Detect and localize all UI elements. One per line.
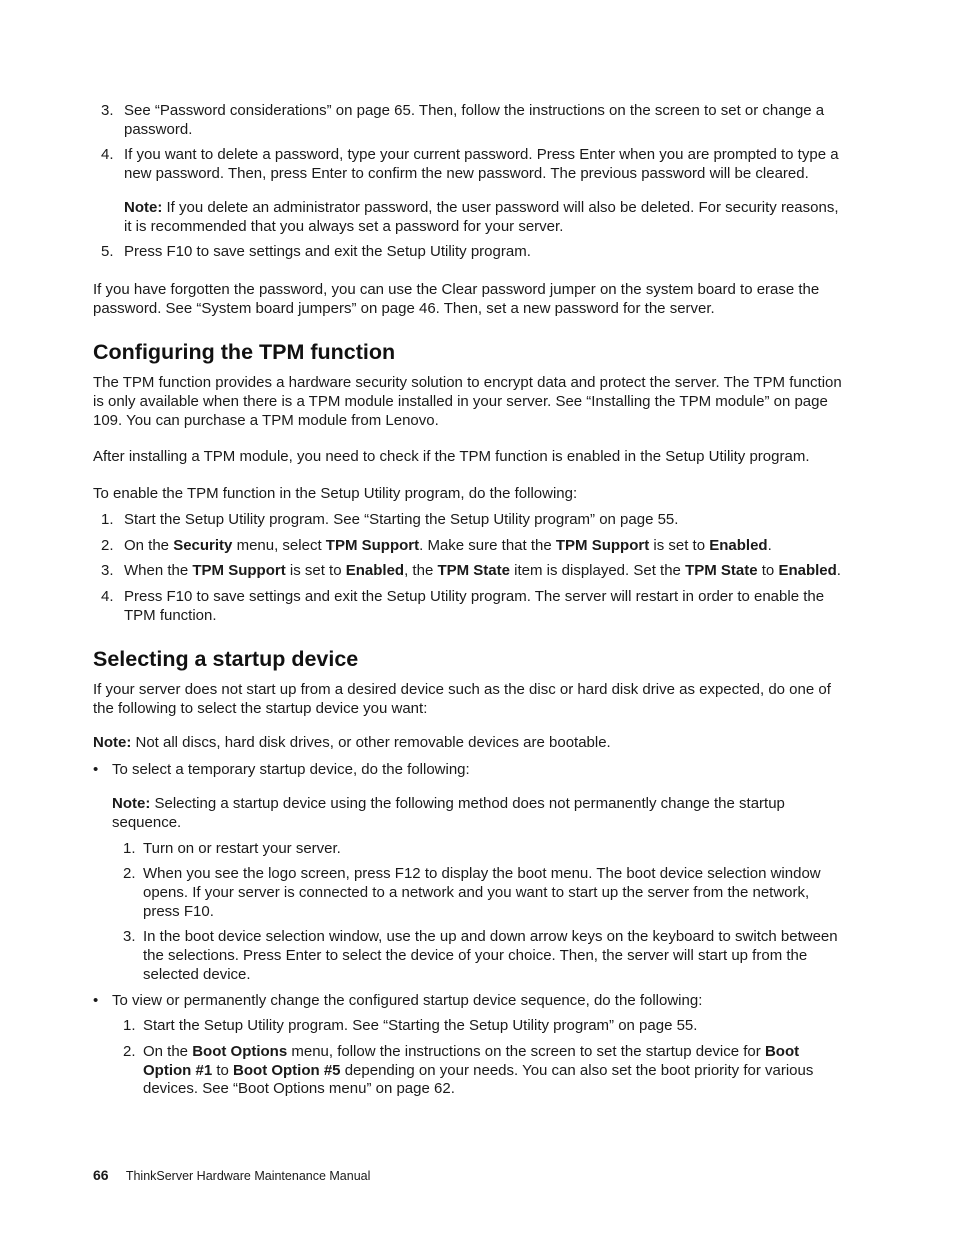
heading-startup-device: Selecting a startup device	[93, 647, 359, 672]
list-item	[93, 102, 848, 139]
tpm-paragraph: After installing a TPM module, you need to check if the TPM function is enabled in the Setup Utility program.	[93, 448, 810, 466]
list-text: In the boot device selection window, use the up and down arrow keys on the keyboard to switch between the selections. Press Enter to select the device of your choice. Then, the server will start up from the selected device.	[143, 928, 838, 983]
note-password	[124, 199, 848, 236]
list-number: 3.	[101, 562, 114, 580]
list-text: Press F10 to save settings and exit the Setup Utility program.	[124, 243, 531, 261]
forgot-password-paragraph: If you have forgotten the password, you can use the Clear password jumper on the system board to erase the password. See “System board jumpers” on page 46. Then, set a new password for the server.	[93, 280, 820, 317]
list-item	[93, 243, 848, 262]
startup-paragraph: If your server does not start up from a desired device such as the disc or hard disk drive as expected, do one of the following to select the startup device you want:	[93, 681, 831, 718]
list-item	[93, 928, 848, 984]
list-number: 4.	[101, 146, 114, 164]
list-item	[93, 537, 848, 556]
note-bootable	[93, 734, 848, 753]
list-text: Start the Setup Utility program. See “Starting the Setup Utility program” on page 55.	[124, 510, 679, 528]
list-item	[93, 1043, 848, 1099]
list-text: See “Password considerations” on page 65. Then, follow the instructions on the screen to set or change a password.	[124, 102, 825, 138]
list-text: Start the Setup Utility program. See “Starting the Setup Utility program” on page 55.	[143, 1017, 698, 1035]
page-body	[93, 102, 848, 1099]
list-text: Turn on or restart your server.	[143, 839, 341, 857]
list-item	[93, 1017, 848, 1036]
list-item	[93, 840, 848, 859]
list-number: 1.	[101, 510, 114, 528]
list-item	[93, 562, 848, 581]
page-number: 66	[93, 1167, 109, 1183]
bullet-item-temporary	[93, 761, 848, 832]
bullet-text: To view or permanently change the configured startup device sequence, do the following:	[112, 991, 703, 1009]
list-number: 2.	[123, 1042, 136, 1060]
bullet-item-permanent	[93, 992, 848, 1011]
bullet-text: To select a temporary startup device, do the following:	[112, 761, 470, 779]
list-number: 4.	[101, 587, 114, 605]
bullet-icon: •	[93, 761, 99, 779]
note-text: Not all discs, hard disk drives, or other removable devices are bootable.	[131, 733, 611, 751]
bullet-icon: •	[93, 991, 99, 1009]
list-text: On the Boot Options menu, follow the instructions on the screen to set the startup device for Boot Option #1 to Boot Option #5 depending on your needs. You can also set the boot priority for various devices. See “Boot Options menu” on page 62.	[143, 1042, 814, 1098]
list-number: 2.	[101, 536, 114, 554]
note-label: Note:	[93, 733, 132, 751]
list-item	[93, 865, 848, 921]
list-text: On the Security menu, select TPM Support. Make sure that the TPM Support is set to Enabled.	[124, 536, 772, 554]
list-item	[93, 511, 848, 530]
list-text: When you see the logo screen, press F12 to display the boot menu. The boot device selection window opens. If your server is connected to a network and you want to start up the server from the network, press F10.	[143, 865, 821, 920]
note-label: Note:	[112, 795, 151, 813]
list-number: 1.	[123, 1017, 136, 1035]
heading-tpm: Configuring the TPM function	[93, 340, 396, 365]
temporary-steps-list	[93, 840, 848, 985]
page-footer	[93, 1166, 370, 1186]
list-item	[93, 146, 848, 236]
tpm-steps-list	[93, 511, 848, 626]
note-text: If you delete an administrator password, the user password will also be deleted. For security reasons, it is recommended that you always set a password for your server.	[124, 198, 839, 235]
list-text: If you want to delete a password, type your current password. Press Enter when you are prompted to type a new password. Then, press Enter to confirm the new password. The previous password will be cleared.	[124, 146, 839, 183]
note-label: Note:	[124, 198, 163, 216]
list-item	[93, 588, 848, 625]
list-number: 1.	[123, 839, 136, 857]
tpm-paragraph: To enable the TPM function in the Setup Utility program, do the following:	[93, 485, 578, 503]
list-number: 3.	[123, 928, 136, 946]
list-text: Press F10 to save settings and exit the Setup Utility program. The server will restart in order to enable the TPM function.	[124, 587, 825, 624]
list-number: 2.	[123, 865, 136, 883]
list-number: 5.	[101, 243, 114, 261]
note-temporary	[112, 795, 848, 832]
permanent-steps-list	[93, 1017, 848, 1099]
note-text: Selecting a startup device using the following method does not permanently change the startup sequence.	[112, 795, 785, 831]
password-steps-list	[93, 102, 848, 262]
tpm-paragraph: The TPM function provides a hardware security solution to encrypt data and protect the server. The TPM function is only available when there is a TPM module installed in your server. See “Installing the TPM module” on page 109. You can purchase a TPM module from Lenovo.	[93, 374, 842, 429]
list-number: 3.	[101, 102, 114, 119]
manual-title: ThinkServer Hardware Maintenance Manual	[125, 1169, 371, 1183]
list-text: When the TPM Support is set to Enabled, the TPM State item is displayed. Set the TPM State to Enabled.	[124, 562, 841, 580]
